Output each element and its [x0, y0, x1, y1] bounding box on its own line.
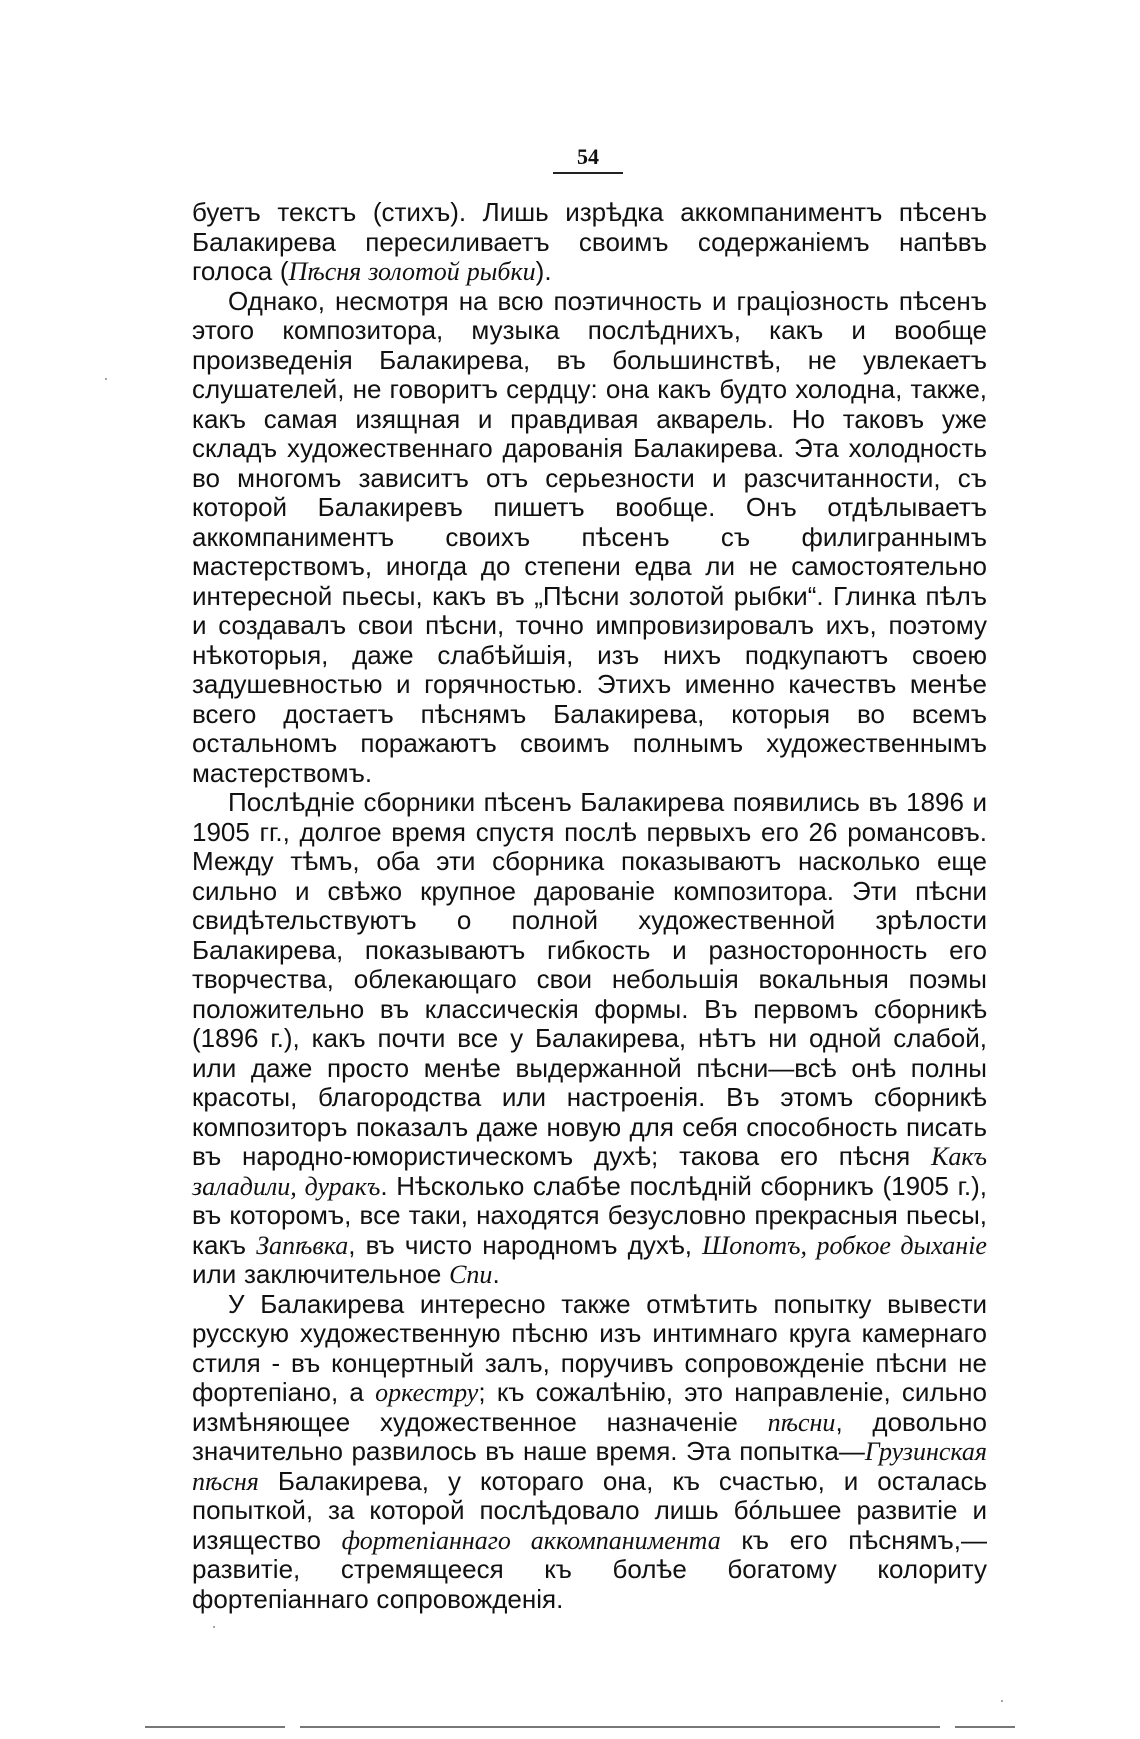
text-run: ; къ сожалѣнію, это направленіе, сильно измѣняющее художественное назначеніе	[192, 1377, 987, 1437]
italic-title: Шопотъ, робкое дыханіе	[702, 1230, 987, 1260]
text-run: ).	[535, 256, 552, 286]
scan-speck	[213, 1626, 215, 1628]
paragraph-1	[192, 198, 987, 287]
paragraph-4	[192, 1290, 987, 1615]
bottom-rule-left	[145, 1726, 285, 1728]
paragraph-2	[192, 287, 987, 789]
text-run: Балакирева, у котораго она, къ счастью, и осталась попыткой, за которой послѣдовало лишь бóльшее развитіе и изящество	[192, 1465, 987, 1555]
text-run: .	[492, 1259, 500, 1289]
italic-title: Запѣвка	[256, 1230, 349, 1260]
italic-title: Спи	[449, 1260, 493, 1289]
text-run: , въ чисто народномъ духѣ,	[348, 1229, 703, 1260]
italic-title: Пѣсня золотой рыбки	[288, 257, 536, 286]
text-run: Однако, несмотря на всю поэтичность и граціозность пѣсенъ этого композитора, музыка послѣднихъ, какъ и вообще произведенія Балакирева, въ большинствѣ, не увлекаетъ слушателей, не говоритъ сердцу: она какъ будто холодна, также, какъ самая изящная и правдивая акварель. Но таковъ уже складъ художественнаго дарованія Балакирева. Эта холодность во многомъ зависитъ отъ серьезности и разсчитанности, съ которой Балакиревъ пишетъ вообще. Онъ отдѣлываетъ аккомпаниментъ своихъ пѣсенъ съ филиграннымъ мастерствомъ, иногда до степени едва ли не самостоятельно интересной пьесы, какъ въ „Пѣсни золотой рыбки“. Глинка пѣлъ и создавалъ свои пѣсни, точно импровизировалъ ихъ, поэтому нѣкоторыя, даже слабѣйшія, изъ нихъ подкупаютъ своею задушевностью и горячностью. Этихъ именно качествъ менѣе всего достаетъ пѣснямъ Балакирева, которыя во всемъ остальномъ поражаютъ своимъ полнымъ художественнымъ мастерствомъ.	[192, 285, 987, 788]
text-run: Послѣдніе сборники пѣсенъ Балакирева появились въ 1896 и 1905 гг., долгое время спустя послѣ первыхъ его 26 романсовъ. Между тѣмъ, оба эти сборника показываютъ насколько еще сильно и свѣжо крупное дарованіе композитора. Эти пѣсни свидѣтельствуютъ о полной художественной зрѣлости Балакирева, показываютъ гибкость и разносторонность его творчества, облекающаго свои небольшія вокальныя поэмы положительно въ классическія формы. Въ первомъ сборникѣ (1896 г.), какъ почти все у Балакирева, нѣтъ ни одной слабой, или даже просто менѣе выдержанной пѣсни—всѣ онѣ полны красоты, благородства или настроенія. Въ этомъ сборникѣ композиторъ показалъ даже новую для себя способность писать въ народно-юмористическомъ духѣ; такова его пѣсня	[192, 787, 987, 1171]
text-run: . Нѣсколько слабѣе послѣдній сборникъ (1905 г.), въ которомъ, все таки, находятся безусловно прекрасныя пьесы, какъ	[192, 1170, 988, 1260]
text-run: , довольно значительно развилось въ наше время. Эта попытка—	[192, 1406, 987, 1466]
scan-speck	[1001, 1700, 1003, 1702]
italic-title: Грузинская пѣсня	[192, 1437, 987, 1496]
italic-title: оркестру	[375, 1378, 479, 1407]
text-run: или заключительное	[192, 1259, 450, 1289]
body-text	[192, 198, 987, 1614]
italic-title: пѣсни	[767, 1407, 836, 1437]
page-number-underline	[553, 172, 623, 174]
bottom-rule-middle	[300, 1726, 940, 1728]
italic-title: фортепіаннаго аккомпанимента	[341, 1525, 721, 1555]
paragraph-3	[192, 788, 987, 1290]
bottom-rule-right	[955, 1726, 1015, 1728]
scan-speck	[105, 378, 107, 380]
page-number: 54	[577, 144, 599, 169]
text-run: къ его пѣснямъ,—развитіе, стремящееся къ болѣе богатому колориту фортепіаннаго сопровожденія.	[192, 1524, 987, 1614]
text-run: буетъ текстъ (стихъ). Лишь изрѣдка аккомпаниментъ пѣсенъ Балакирева пересиливаетъ своимъ содержаніемъ напѣвъ голоса (	[192, 197, 987, 286]
text-run: У Балакирева интересно также отмѣтить попытку вывести русскую художественную пѣсню изъ интимнаго круга камернаго стиля - въ концертный залъ, поручивъ сопровожденіе пѣсни не фортепіано, а	[192, 1288, 987, 1407]
italic-title: Какъ заладили, дуракъ	[192, 1142, 987, 1201]
